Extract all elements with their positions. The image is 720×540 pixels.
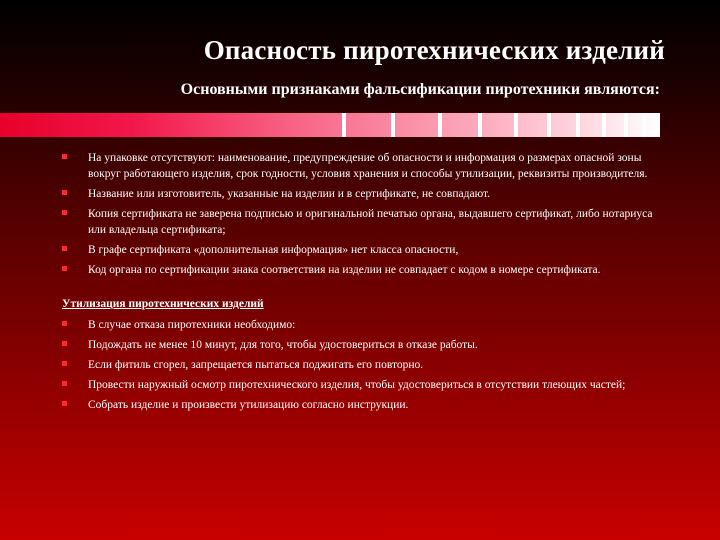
stripe-divider	[391, 113, 395, 137]
list-item	[62, 397, 662, 413]
bullet-icon	[62, 361, 67, 366]
slide-subtitle: Основными признаками фальсификации пиротехники являются:	[180, 81, 660, 98]
bullet-icon	[62, 190, 67, 195]
list-item-text: Код органа по сертификации знака соответствия на изделии не совпадает с кодом в номере сертификата.	[88, 264, 601, 276]
list-item	[62, 262, 662, 278]
bullet-icon	[62, 154, 67, 159]
list-item	[62, 317, 662, 333]
stripe-divider	[342, 113, 346, 137]
bullet-icon	[62, 341, 67, 346]
slide-content	[62, 150, 662, 417]
stripe-divider	[624, 113, 628, 137]
decorative-stripe-bar	[0, 113, 660, 137]
stripe-divider	[576, 113, 580, 137]
list-item	[62, 337, 662, 353]
stripe-divider	[642, 113, 646, 137]
bullet-icon	[62, 210, 67, 215]
list-item	[62, 242, 662, 258]
bullet-icon	[62, 401, 67, 406]
disposal-steps-list	[62, 317, 662, 413]
list-item-text: В графе сертификата «дополнительная информация» нет класса опасности,	[88, 244, 459, 256]
disposal-heading: Утилизация пиротехнических изделий	[62, 298, 264, 310]
list-item-text: Название или изготовитель, указанные на изделии и в сертификате, не совпадают.	[88, 188, 491, 200]
bullet-icon	[62, 381, 67, 386]
list-item-text: Копия сертификата не заверена подписью и оригинальной печатью органа, выдавшего сертификат, либо нотариуса или владельца сертификата;	[88, 208, 653, 236]
bullet-icon	[62, 246, 67, 251]
list-item	[62, 206, 662, 238]
list-item	[62, 186, 662, 202]
list-item-text: На упаковке отсутствуют: наименование, предупреждение об опасности и информация о размерах опасной зоны вокруг работающего изделия, срок годности, условия хранения и способы утилизации, реквизиты производителя.	[88, 152, 648, 180]
stripe-divider	[478, 113, 482, 137]
list-item-text: Если фитиль сгорел, запрещается пытаться поджигать его повторно.	[88, 359, 424, 371]
slide-title: Опасность пиротехнических изделий	[203, 35, 665, 65]
bullet-icon	[62, 266, 67, 271]
list-item-text: Провести наружный осмотр пиротехнического изделия, чтобы удостовериться в отсутствии тлеющих частей;	[88, 379, 626, 391]
stripe-divider	[438, 113, 442, 137]
bullet-icon	[62, 321, 67, 326]
stripe-divider	[514, 113, 518, 137]
list-item	[62, 377, 662, 393]
list-item	[62, 150, 662, 182]
list-item-text: Подождать не менее 10 минут, для того, чтобы удостовериться в отказе работы.	[88, 339, 478, 351]
list-item	[62, 357, 662, 373]
stripe-divider	[547, 113, 551, 137]
list-item-text: Собрать изделие и произвести утилизацию согласно инструкции.	[88, 399, 409, 411]
list-item-text: В случае отказа пиротехники необходимо:	[88, 319, 296, 331]
falsification-signs-list	[62, 150, 662, 278]
stripe-divider	[602, 113, 606, 137]
